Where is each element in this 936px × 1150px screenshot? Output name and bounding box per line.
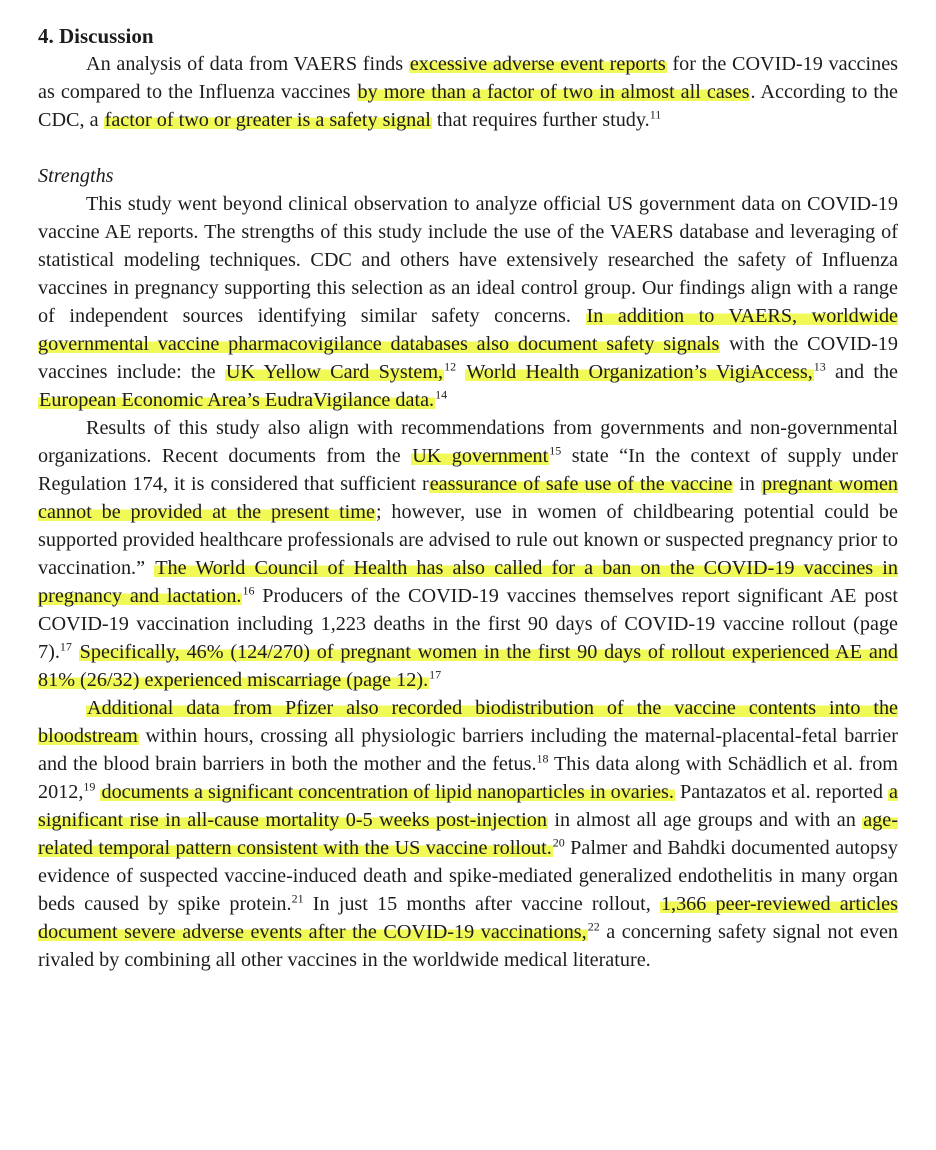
text-run: An analysis of data from VAERS finds [86, 53, 409, 75]
text-run: ; however, use in women of childbearing potential could be supported provided healthcare professionals are advised to rule out known or suspected pregnancy prior to vaccination.” [38, 501, 898, 579]
citation-ref: 22 [587, 919, 600, 934]
subheading-strengths: Strengths [38, 165, 114, 187]
highlighted-text: eassurance of safe use of the vaccine [429, 473, 733, 495]
highlighted-text: European Economic Area’s EudraVigilance data. [39, 389, 435, 411]
text-run: in [733, 473, 761, 495]
highlighted-text: UK Yellow Card System, [225, 361, 444, 383]
text-run: This data along with Schädlich et al. from 2012, [38, 753, 898, 803]
highlighted-text: Additional data from Pfizer also recorded biodistribution of the vaccine contents into the bloodstream [38, 697, 898, 747]
citation-ref: 12 [444, 359, 457, 374]
text-run: with the COVID-19 vaccines include: the [38, 333, 898, 383]
citation-ref: 14 [435, 387, 448, 402]
text-run: that requires further study. [431, 109, 650, 131]
text-run: and the [825, 361, 899, 383]
highlighted-text: by more than a factor of two in almost all cases [357, 81, 750, 103]
paragraph-additional-data [38, 694, 898, 974]
citation-ref: 15 [549, 443, 562, 458]
highlighted-text: 1,366 peer-reviewed articles document severe adverse events after the COVID-19 vaccinations, [38, 893, 898, 943]
text-run: Results of this study also align with recommendations from governments and non-governmental organizations. Recent documents from the [38, 417, 898, 467]
citation-ref: 21 [291, 891, 304, 906]
citation-ref: 17 [59, 639, 72, 654]
citation-ref: 19 [83, 779, 96, 794]
section-heading: 4. Discussion [38, 24, 154, 48]
text-run [72, 641, 79, 663]
paragraph-intro [38, 50, 898, 134]
highlighted-text: World Health Organization’s VigiAccess, [466, 361, 813, 383]
citation-ref: 20 [552, 835, 565, 850]
paragraph-recommendations [38, 414, 898, 694]
highlighted-text: excessive adverse event reports [409, 53, 666, 75]
text-run: in almost all age groups and with an [547, 809, 863, 831]
citation-ref: 17 [429, 667, 442, 682]
text-run: Palmer and Bahdki documented autopsy evidence of suspected vaccine-induced death and spike-mediated generalized endothelitis in many organ beds caused by spike protein. [38, 837, 898, 915]
highlighted-text: age-related temporal pattern consistent with the US vaccine rollout. [38, 809, 898, 859]
highlighted-text: Specifically, 46% (124/270) of pregnant women in the first 90 days of rollout experienced AE and 81% (26/32) experienced miscarriage (page 12). [38, 641, 899, 691]
highlighted-text: a significant rise in all-cause mortality 0-5 weeks post-injection [38, 781, 898, 831]
text-run: Pantazatos et al. reported [674, 781, 889, 803]
citation-ref: 13 [813, 359, 826, 374]
highlighted-text: factor of two or greater is a safety signal [104, 109, 431, 131]
text-run: . According to the CDC, a [38, 81, 898, 131]
paragraph-strengths [38, 190, 898, 414]
text-run: state “In the context of supply under Regulation 174, it is considered that sufficient r [38, 445, 898, 495]
highlighted-text: pregnant women cannot be provided at the present time [38, 473, 899, 523]
text-run: within hours, crossing all physiologic barriers including the maternal-placental-fetal barrier and the blood brain barriers in both the mother and the fetus. [38, 725, 898, 775]
text-run: In just 15 months after vaccine rollout, [303, 893, 660, 915]
highlighted-text: UK government [412, 445, 549, 467]
highlighted-text: In addition to VAERS, worldwide governmental vaccine pharmacovigilance databases also document safety signals [38, 305, 898, 355]
text-run: a concerning safety signal not even rivaled by combining all other vaccines in the worldwide medical literature. [38, 921, 899, 971]
text-run: This study went beyond clinical observation to analyze official US government data on COVID-19 vaccine AE reports. The strengths of this study include the use of the VAERS database and leveraging of statistical modeling techniques. CDC and others have extensively researched the safety of Influenza vaccines in pregnancy supporting this selection as an ideal control group. Our findings align with a range of independent sources identifying similar safety concerns. [38, 193, 898, 327]
text-run: Producers of the COVID-19 vaccines themselves report significant AE post COVID-19 vaccination including 1,223 deaths in the first 90 days of COVID-19 vaccine rollout (page 7). [38, 585, 898, 663]
highlighted-text: The World Council of Health has also called for a ban on the COVID-19 vaccines in pregnancy and lactation. [38, 557, 898, 607]
text-run: for the COVID-19 vaccines as compared to the Influenza vaccines [38, 53, 899, 103]
citation-ref: 18 [536, 751, 549, 766]
text-run [456, 361, 465, 383]
highlighted-text: documents a significant concentration of lipid nanoparticles in ovaries. [101, 781, 674, 803]
citation-ref: 16 [242, 583, 255, 598]
citation-ref: 11 [649, 107, 662, 122]
